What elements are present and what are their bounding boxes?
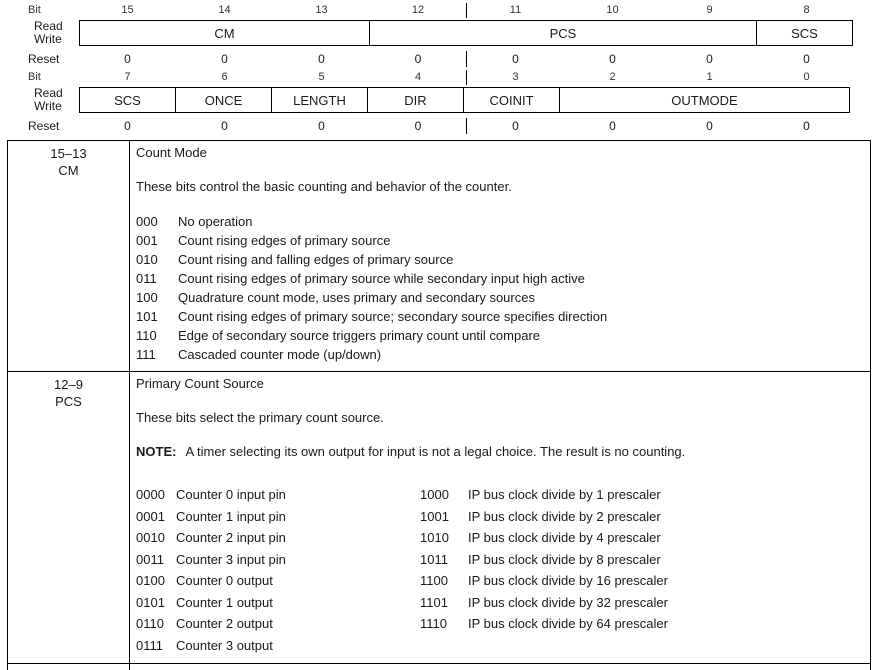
read-write-row-high: [0, 20, 878, 46]
pcs-code-list: [136, 484, 862, 656]
reset-row-high: [0, 51, 878, 67]
code-line: [420, 592, 862, 614]
code-description: Counter 2 input pin: [176, 530, 286, 545]
field-description-cell: [130, 141, 870, 371]
code-line: [136, 635, 420, 657]
code-value: 1110: [420, 616, 447, 631]
bit-number-cell: 1: [706, 71, 713, 83]
code-value: 1010: [420, 530, 449, 545]
reset-value-cell: 0: [803, 52, 810, 66]
reset-value-cell: 0: [609, 119, 616, 133]
field-name: PCS: [55, 394, 82, 409]
cm-code-list: [136, 212, 862, 364]
reset-label: Reset: [28, 52, 60, 66]
code-description: Counter 2 output: [176, 616, 273, 631]
field-bits-cell: [8, 141, 130, 371]
field-row-partial: [8, 663, 870, 670]
read-write-label: [0, 87, 79, 113]
note-label: NOTE:: [136, 444, 177, 459]
register-bit-diagram: [0, 3, 878, 134]
code-line: [136, 231, 862, 250]
code-value: 0100: [136, 573, 165, 588]
code-line: [136, 613, 420, 635]
field-row-pcs: [8, 371, 870, 663]
code-description: Counter 3 output: [176, 637, 273, 653]
field-description-cell: [130, 372, 870, 663]
code-value: 0010: [136, 530, 165, 545]
field-description: These bits control the basic counting and behavior of the counter.: [136, 179, 512, 194]
code-value: 101: [136, 309, 158, 324]
field-bit-range: 12–9: [54, 377, 83, 392]
bit-field-description-table: [7, 140, 871, 670]
code-value: 010: [136, 252, 158, 267]
read-write-row-low: [0, 87, 878, 113]
code-value: 0111: [136, 637, 163, 653]
reset-value-cell: 0: [706, 119, 713, 133]
bit-number-cell: 15: [121, 4, 134, 16]
reset-row-low: [0, 118, 878, 134]
code-value: 0101: [136, 594, 165, 610]
code-description: Count rising edges of primary source: [178, 233, 391, 248]
code-value: 000: [136, 214, 158, 229]
code-description: Counter 1 output: [176, 594, 273, 610]
code-line: [420, 484, 862, 506]
field-row-cm: [8, 141, 870, 371]
field-name: CM: [58, 163, 79, 178]
read-label: Read: [34, 19, 63, 33]
bit-number-cell: 9: [706, 4, 713, 16]
code-line: [136, 269, 862, 288]
code-description: No operation: [178, 214, 253, 229]
code-description: Counter 3 input pin: [176, 551, 286, 567]
reset-cells-low: [79, 118, 855, 134]
bit-number-cell: 7: [124, 71, 131, 83]
code-value: 0110: [136, 616, 164, 631]
code-description: IP bus clock divide by 1 prescaler: [468, 487, 661, 502]
reset-value-cell: 0: [512, 52, 519, 66]
read-label: Read: [34, 86, 63, 100]
reset-value-cell: 0: [512, 119, 519, 133]
reset-value-cell: 0: [124, 119, 131, 133]
code-description: IP bus clock divide by 16 prescaler: [468, 573, 668, 588]
code-value: 0011: [136, 551, 164, 567]
code-description: IP bus clock divide by 64 prescaler: [468, 616, 668, 631]
field-title: Count Mode: [136, 145, 207, 160]
bit-number-cell: 12: [370, 3, 467, 18]
code-line: [420, 549, 862, 571]
write-label: Write: [34, 32, 62, 46]
bit-number-cell: 14: [218, 4, 231, 16]
field-boxes-high: [79, 20, 855, 46]
bit-number-cell: 0: [803, 71, 810, 83]
reset-value-cell: 0: [318, 52, 325, 66]
code-value: 001: [136, 233, 158, 248]
code-description: IP bus clock divide by 4 prescaler: [468, 530, 661, 545]
reset-cells-high: [79, 51, 855, 67]
code-line: [136, 212, 862, 231]
read-write-label: [0, 20, 79, 46]
field-box-dir: DIR: [367, 87, 464, 113]
code-description: Quadrature count mode, uses primary and secondary sources: [178, 290, 535, 305]
code-description: IP bus clock divide by 8 prescaler: [468, 551, 661, 567]
reset-value-cell: 0: [803, 119, 810, 133]
bit-number-cell: 2: [609, 71, 616, 83]
write-label: Write: [34, 99, 62, 113]
code-line: [136, 527, 420, 549]
note-text: A timer selecting its own output for input is not a legal choice. The result is no counting.: [185, 444, 686, 459]
field-box-pcs: PCS: [369, 20, 757, 46]
code-description: Cascaded counter mode (up/down): [178, 347, 382, 362]
code-description: Count rising and falling edges of primary source: [178, 252, 454, 267]
reset-value-cell: 0: [221, 119, 228, 133]
field-title: Primary Count Source: [136, 376, 264, 391]
field-box-cm: CM: [79, 20, 370, 46]
code-line: [420, 527, 862, 549]
code-value: 0001: [136, 508, 165, 524]
code-line: [136, 288, 862, 307]
code-line: [136, 506, 420, 528]
bit-number-cell: 4: [370, 70, 467, 85]
code-value: 1000: [420, 487, 449, 502]
code-value: 1101: [420, 594, 448, 610]
reset-value-cell: 0: [221, 52, 228, 66]
code-value: 011: [136, 271, 157, 286]
code-description: Edge of secondary source triggers primary count until compare: [178, 328, 541, 343]
field-box-scs-low: SCS: [79, 87, 176, 113]
code-description: Counter 0 input pin: [176, 487, 286, 502]
bit-label: Bit: [28, 71, 41, 83]
code-value: 1001: [420, 508, 449, 524]
bit-number-cell: 11: [509, 4, 522, 16]
field-bits-cell: [8, 372, 130, 663]
code-value: 0000: [136, 487, 165, 502]
code-description: Count rising edges of primary source while secondary input high active: [178, 271, 585, 286]
field-bits-cell: [8, 664, 130, 670]
field-box-coinit: COINIT: [463, 87, 560, 113]
field-box-length: LENGTH: [271, 87, 368, 113]
code-value: 1100: [420, 573, 448, 588]
code-description: IP bus clock divide by 2 prescaler: [468, 508, 661, 524]
bit-number-cell: 6: [221, 71, 228, 83]
field-note: [136, 443, 862, 460]
pcs-code-column-left: [136, 484, 420, 656]
bit-number-cell: 10: [606, 4, 619, 16]
code-line: [136, 307, 862, 326]
reset-value-cell: 0: [370, 118, 467, 134]
field-box-once: ONCE: [175, 87, 272, 113]
reset-value-cell: 0: [706, 52, 713, 66]
code-line: [136, 250, 862, 269]
bit-label: Bit: [28, 4, 41, 16]
bit-number-row-low: [0, 70, 878, 85]
field-boxes-low: [79, 87, 855, 113]
pcs-code-column-right: [420, 484, 862, 656]
field-bit-range: 15–13: [50, 146, 87, 161]
code-line: [420, 506, 862, 528]
field-description: These bits select the primary count source.: [136, 410, 384, 425]
code-description: IP bus clock divide by 32 prescaler: [468, 594, 668, 610]
code-description: Counter 1 input pin: [176, 508, 286, 524]
reset-value-cell: 0: [124, 52, 131, 66]
reset-value-cell: 0: [609, 52, 616, 66]
bit-number-cells-high: [79, 3, 855, 18]
code-description: Count rising edges of primary source; secondary source specifies direction: [178, 309, 608, 324]
reset-label: Reset: [28, 119, 60, 133]
code-line: [420, 613, 862, 635]
bit-number-cell: 13: [315, 4, 328, 16]
code-line: [136, 592, 420, 614]
bit-number-cells-low: [79, 70, 855, 85]
code-value: 111: [136, 347, 156, 362]
bit-number-cell: 8: [803, 4, 810, 16]
code-line: [136, 345, 862, 364]
code-line: [136, 484, 420, 506]
code-value: 1011: [420, 551, 448, 567]
bit-number-cell: 5: [318, 71, 325, 83]
field-box-outmode: OUTMODE: [559, 87, 850, 113]
code-value: 110: [136, 328, 157, 343]
code-description: Counter 0 output: [176, 573, 273, 588]
reset-value-cell: 0: [370, 51, 467, 67]
code-line: [136, 326, 862, 345]
field-box-scs-high: SCS: [756, 20, 853, 46]
code-value: 100: [136, 290, 158, 305]
reset-value-cell: 0: [318, 119, 325, 133]
code-line: [420, 570, 862, 592]
bit-number-cell: 3: [512, 71, 519, 83]
field-description-cell: [130, 664, 870, 670]
bit-number-row-high: [0, 3, 878, 18]
code-line: [136, 570, 420, 592]
code-line: [136, 549, 420, 571]
